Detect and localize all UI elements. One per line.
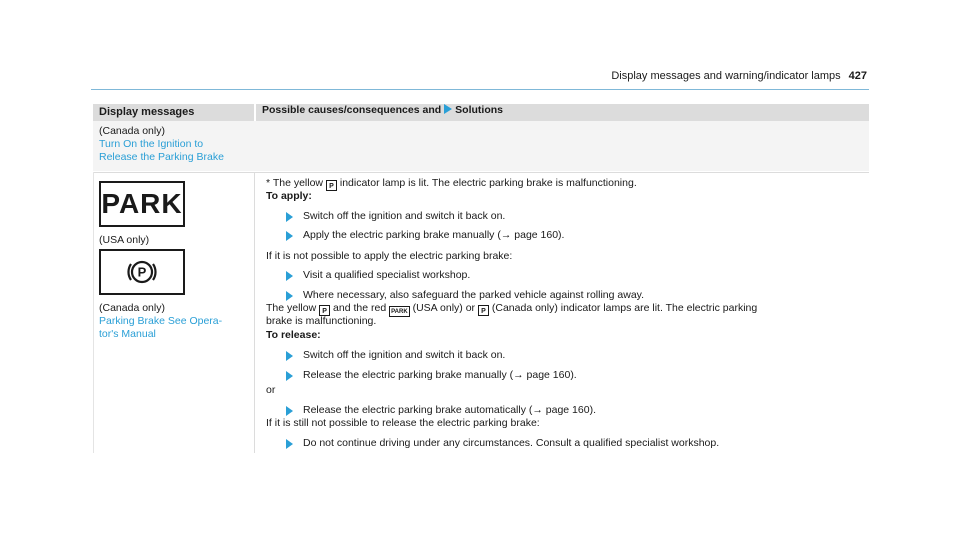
col-header-causes-solutions: [256, 104, 869, 121]
cause-pre: The yellow: [272, 177, 324, 189]
column-divider: [254, 172, 255, 453]
bullet-arrow-icon: [286, 439, 293, 449]
running-head: [611, 70, 867, 82]
lamps-pre: The yellow: [266, 302, 317, 314]
cause-text: [266, 177, 866, 191]
col-header-display-messages: Display messages: [93, 104, 254, 121]
solution-arrow-icon: [444, 104, 452, 114]
list-item: [286, 210, 866, 223]
message-parking-brake-line1: Parking Brake See Opera-: [99, 315, 223, 327]
park-lamp-icon: [99, 181, 185, 227]
apply-label: To apply:: [266, 190, 312, 202]
step-text: Release the electric parking brake automatically (→ page 160).: [303, 404, 596, 416]
parking-brake-lamp-icon: [99, 249, 185, 295]
step-text: Switch off the ignition and switch it back on.: [303, 210, 506, 222]
park-icon-text: PARK: [101, 188, 183, 219]
list-item: [286, 229, 866, 242]
bullet-arrow-icon: [286, 291, 293, 301]
lamps-mid1: and the red: [333, 302, 387, 314]
list-item: [286, 437, 866, 450]
cause-post: indicator lamp is lit. The electric parking brake is malfunctioning.: [339, 177, 637, 189]
not-possible-release-text: If it is still not possible to release the electric parking brake:: [266, 417, 540, 429]
list-item: [286, 269, 866, 282]
parking-brake-inline-icon: P: [319, 305, 330, 316]
step-text: Visit a qualified specialist workshop.: [303, 269, 471, 281]
col2-header-prefix: Possible causes/consequences and: [262, 104, 442, 116]
row-divider: [93, 172, 869, 173]
page-number: 427: [848, 70, 867, 82]
header-rule: [91, 89, 869, 90]
table-row: [93, 121, 869, 171]
list-item: [286, 349, 866, 362]
usa-only-note: (USA only): [99, 234, 150, 246]
not-possible-apply-text: If it is not possible to apply the electric parking brake:: [266, 250, 513, 262]
parking-brake-circle-icon: [126, 256, 158, 288]
lamps-lit-line2: brake is malfunctioning.: [266, 315, 377, 327]
table-left-border: [93, 172, 94, 453]
bullet-arrow-icon: [286, 406, 293, 416]
running-head-title: Display messages and warning/indicator lamps: [611, 70, 841, 82]
step-text: Switch off the ignition and switch it back on.: [303, 349, 506, 361]
list-item: [286, 404, 866, 417]
step-text: Apply the electric parking brake manually (→ page 160).: [303, 229, 565, 241]
canada-only-note-2: (Canada only): [99, 302, 165, 314]
bullet-arrow-icon: [286, 271, 293, 281]
bullet-arrow-icon: [286, 371, 293, 381]
bullet-arrow-icon: [286, 231, 293, 241]
row1-message: [99, 125, 249, 164]
canada-only-note: (Canada only): [99, 125, 165, 137]
lamps-mid2: (USA only) or: [412, 302, 476, 314]
message-text-line2: Release the Parking Brake: [99, 151, 224, 163]
bullet-arrow-icon: [286, 212, 293, 222]
message-parking-brake-line2: tor's Manual: [99, 328, 156, 340]
release-label: To release:: [266, 329, 321, 341]
step-text: Where necessary, also safeguard the parked vehicle against rolling away.: [303, 289, 645, 301]
list-item: [286, 289, 866, 302]
list-item: [286, 369, 866, 382]
message-text-line1: Turn On the Ignition to: [99, 138, 204, 150]
parking-brake-inline-icon: P: [326, 180, 337, 191]
col2-header-suffix: Solutions: [455, 104, 504, 116]
cause-asterisk: *: [266, 177, 271, 189]
park-inline-icon: PARK: [389, 306, 410, 317]
step-text: Do not continue driving under any circumstances. Consult a qualified specialist workshop.: [303, 437, 720, 449]
svg-text:P: P: [137, 264, 147, 280]
lamps-post: (Canada only) indicator lamps are lit. The electric parking: [491, 302, 758, 314]
parking-brake-inline-icon: P: [478, 305, 489, 316]
step-text: Release the electric parking brake manually (→ page 160).: [303, 369, 577, 381]
bullet-arrow-icon: [286, 351, 293, 361]
messages-table: [93, 104, 869, 453]
or-text: or: [266, 384, 276, 396]
